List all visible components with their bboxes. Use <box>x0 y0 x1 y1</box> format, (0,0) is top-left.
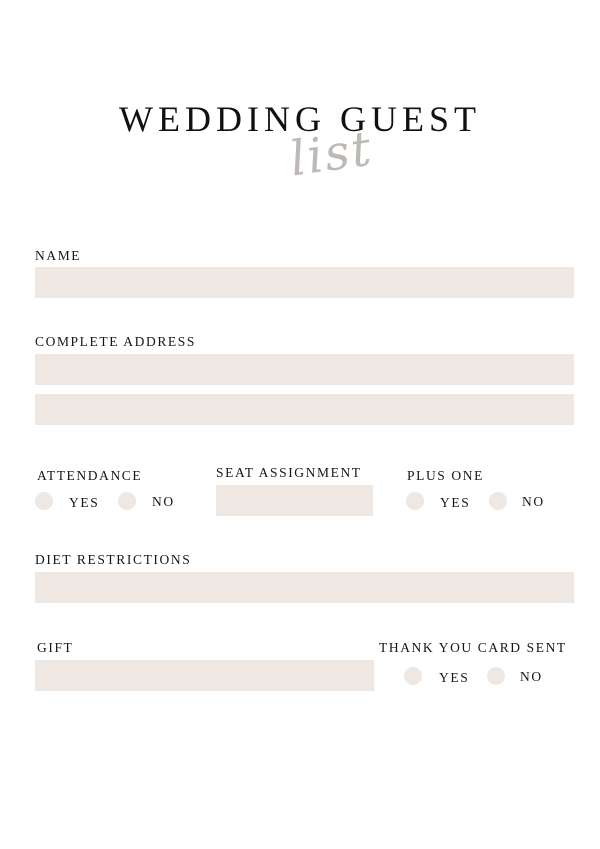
attendance-no-label: NO <box>152 494 175 509</box>
diet-restrictions-field[interactable] <box>35 572 574 603</box>
gift-label: GIFT <box>37 640 74 655</box>
diet-restrictions-label: DIET RESTRICTIONS <box>35 552 192 567</box>
thank-you-card-label: THANK YOU CARD SENT <box>379 640 567 655</box>
seat-assignment-field[interactable] <box>216 485 373 516</box>
thank-you-yes-radio[interactable] <box>404 667 422 685</box>
plus-one-no-radio[interactable] <box>489 492 507 510</box>
plus-one-label: PLUS ONE <box>407 468 484 483</box>
plus-one-yes-label: YES <box>440 495 471 510</box>
attendance-yes-radio[interactable] <box>35 492 53 510</box>
attendance-label: ATTENDANCE <box>37 468 143 483</box>
plus-one-yes-radio[interactable] <box>406 492 424 510</box>
thank-you-yes-label: YES <box>439 670 470 685</box>
seat-assignment-label: SEAT ASSIGNMENT <box>216 465 362 480</box>
attendance-yes-label: YES <box>69 495 100 510</box>
name-label: NAME <box>35 248 82 263</box>
address-line-2-field[interactable] <box>35 394 574 425</box>
thank-you-no-label: NO <box>520 669 543 684</box>
attendance-no-radio[interactable] <box>118 492 136 510</box>
plus-one-no-label: NO <box>522 494 545 509</box>
address-label: COMPLETE ADDRESS <box>35 334 196 349</box>
gift-field[interactable] <box>35 660 374 691</box>
page-title: WEDDING GUEST <box>119 99 481 139</box>
page-subtitle-script: list <box>286 120 377 188</box>
thank-you-no-radio[interactable] <box>487 667 505 685</box>
address-line-1-field[interactable] <box>35 354 574 385</box>
name-field[interactable] <box>35 267 574 298</box>
